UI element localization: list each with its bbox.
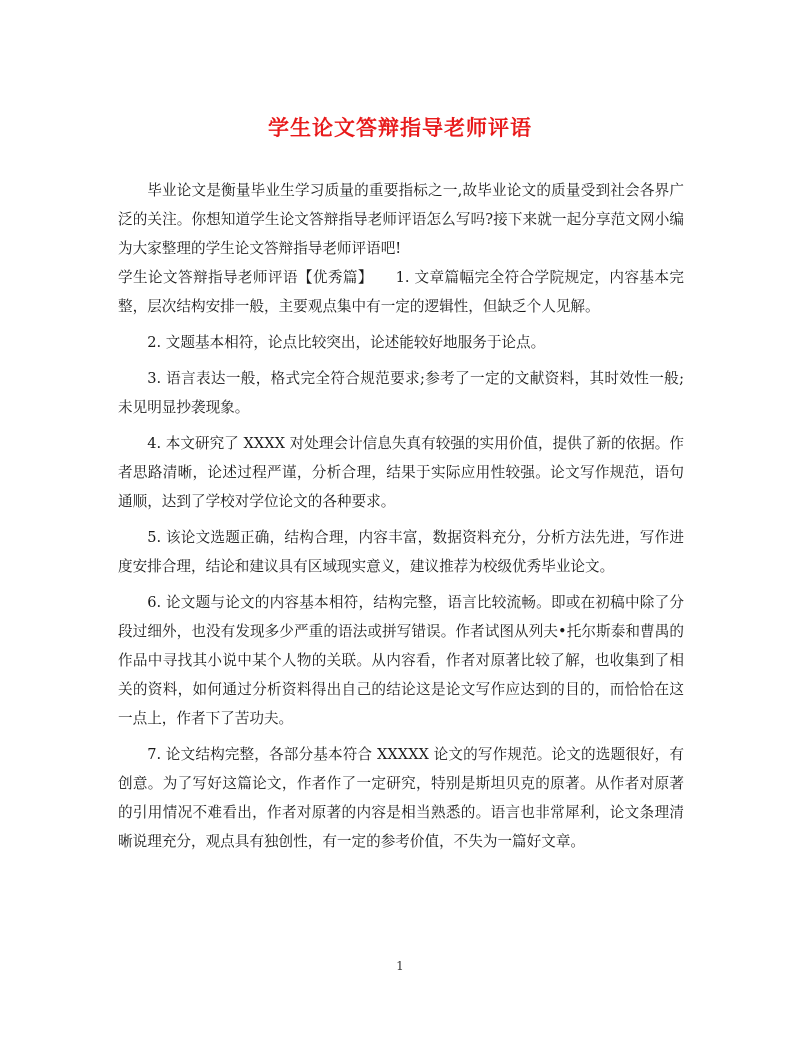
- paragraph-item-1: [118, 263, 684, 321]
- paragraph-item-2: 2. 文题基本相符，论点比较突出，论述能较好地服务于论点。: [147, 334, 546, 351]
- section-heading: 学生论文答辩指导老师评语【优秀篇】: [118, 269, 366, 286]
- item-1-text: 1. 文章篇幅完全符合学院规定，内容基本完整，层次结构安排一般，主要观点集中有一定的逻辑性，但缺乏个人见解。: [118, 269, 684, 315]
- paragraph-item-7: 7. 论文结构完整，各部分基本符合 XXXXX 论文的写作规范。论文的选题很好，有创意。为了写好这篇论文，作者作了一定研究，特别是斯坦贝克的原著。从作者对原著的引用情况不难看出，作者对原著的内容是相当熟悉的。语言也非常犀利，论文条理清晰说理充分，观点具有独创性，有一定的参考价值，不失为一篇好文章。: [118, 746, 684, 850]
- page-number: 1: [396, 959, 404, 973]
- document-body: [118, 176, 684, 863]
- paragraph-item-3: 3. 语言表达一般，格式完全符合规范要求;参考了一定的文献资料，其时效性一般;未见明显抄袭现象。: [118, 370, 684, 416]
- paragraph-item-5: 5. 该论文选题正确，结构合理，内容丰富，数据资料充分，分析方法先进，写作进度安排合理，结论和建议具有区域现实意义，建议推荐为校级优秀毕业论文。: [118, 529, 684, 575]
- paragraph-item-6: 6. 论文题与论文的内容基本相符，结构完整，语言比较流畅。即或在初稿中除了分段过细外，也没有发现多少严重的语法或拼写错误。作者试图从列夫•托尔斯泰和曹禺的作品中寻找其小说中某个人物的关联。从内容看，作者对原著比较了解，也收集到了相关的资料，如何通过分析资料得出自己的结论这是论文写作应达到的目的，而恰恰在这一点上，作者下了苦功夫。: [118, 594, 684, 727]
- paragraph-item-4: 4. 本文研究了 XXXX 对处理会计信息失真有较强的实用价值，提供了新的依据。作者思路清晰，论述过程严谨，分析合理，结果于实际应用性较强。论文写作规范，语句通顺，达到了学校对学位论文的各种要求。: [118, 435, 684, 510]
- document-title: 学生论文答辩指导老师评语: [268, 115, 532, 140]
- intro-paragraph: 毕业论文是衡量毕业生学习质量的重要指标之一,故毕业论文的质量受到社会各界广泛的关注。你想知道学生论文答辩指导老师评语怎么写吗?接下来就一起分享范文网小编为大家整理的学生论文答辩指导老师评语吧!: [118, 182, 684, 257]
